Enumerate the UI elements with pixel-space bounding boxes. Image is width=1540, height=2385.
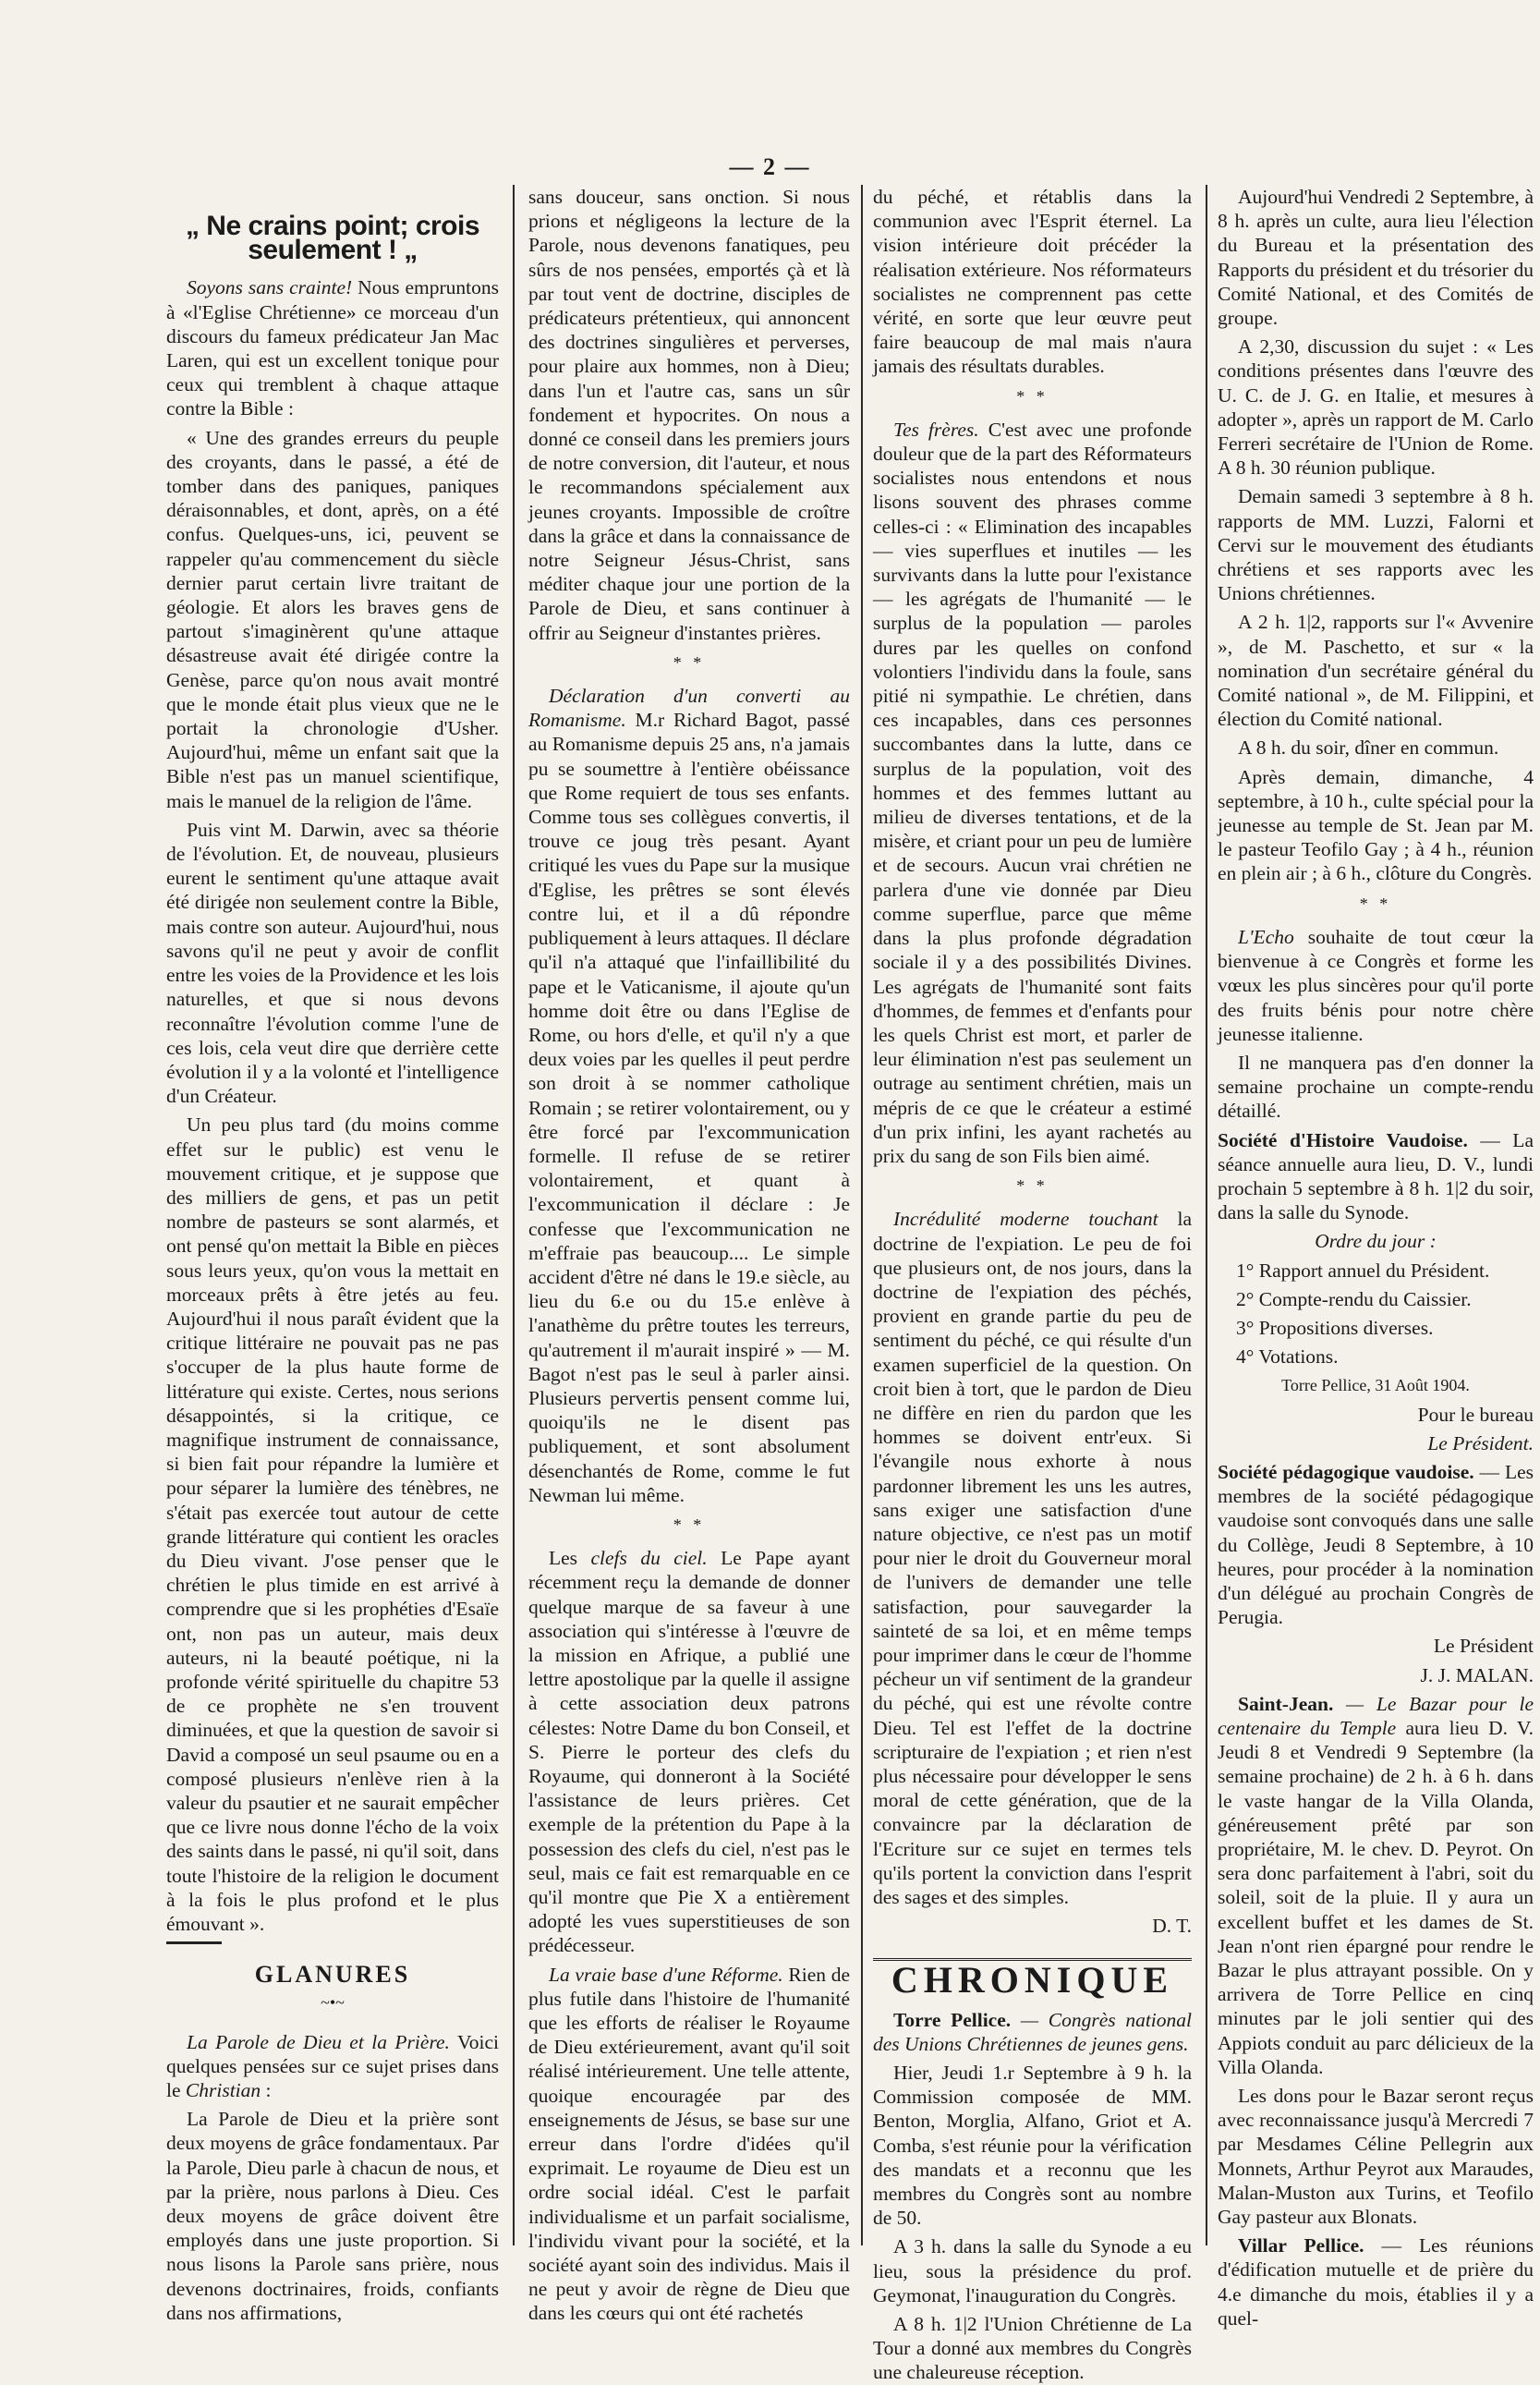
paragraph: Les clefs du ciel. Le Pape ayant récemment reçu la demande de donner quelque marque de sa faveur à une association qui s'intéresse à l'œuvre de la mission en Afrique, a publié une lettre apostolique par la quelle il assigne à cette association deux patrons célestes: Notre Dame du bon Conseil, et S. Pierre le porteur des clefs du Royaume, qui donneront à la Société l'assistance de leurs prières. Cet exemple de la prétention du Pape à la possession des clefs du ciel, n'est pas le seul, mais ce fait est remarquable en ce qu'il montre que Pie X a entièrement adopté les vues superstitieuses de son prédécesseur. [528,1547,851,1957]
column-rule [513,185,515,2245]
agenda-item: 1° Rapport annuel du Président. [1236,1259,1490,1282]
separator-stars: * * [1016,386,1049,406]
signature: D. T. [1152,1915,1192,1938]
column-2 [528,185,851,2325]
paragraph: Demain samedi 3 septembre à 8 h. rapports de MM. Luzzi, Falorni et Cervi sur le mouvement des étudiants chrétiens et ses rapports avec les Unions chrétiennes. [1218,485,1534,605]
paragraph: Puis vint M. Darwin, avec sa théorie de l'évolution. Et, de nouveau, plusieurs eurent le sentiment qu'une attaque avait été dirigée non seulement contre la Bible, mais contre son auteur. Aujourd'hui, nous savons qu'il ne peut y avoir de conflit entre les voies de la Providence et les lois naturelles, et que si nous devons reconnaître l'évolution comme l'une de ces lois, cela veut dire que derrière cette évolution il y a la volonté et l'intelligence d'un Créateur. [166,818,499,1108]
paragraph: Villar Pellice. — Les réunions d'édification mutuelle et de prière du 4.e dimanche du mois, établies il y a quel- [1218,2234,1534,2330]
paragraph: du péché, et rétablis dans la communion avec l'Esprit éternel. La vision intérieure doit précéder la réalisation extérieure. Nos réformateurs socialistes ne comprennent pas cette vérité, en sorte que leur œuvre peut faire beaucoup de mal mais n'aura jamais des résultats durables. [873,186,1192,378]
paragraph: A 3 h. dans la salle du Synode a eu lieu, sous la présidence du prof. Geymonat, l'inauguration du Congrès. [873,2235,1192,2306]
separator-stars: * * [1359,894,1392,913]
paragraph: Incrédulité moderne touchant la doctrine de l'expiation. Le peu de foi que plusieurs ont, de nos jours, dans la doctrine de l'expiation des péchés, provient en grande partie du peu de sentiment du péché, ce qui résulte d'un examen superficiel de la question. On croit bien à tort, que le pardon de Dieu ne diffère en rien du pardon que les hommes se doivent entr'eux. Si l'évangile nous exhorte à nous pardonner librement les uns les autres, sans exiger une satisfaction d'une nature objective, ce n'est pas un motif pour nier le droit du Gouverneur moral de l'univers de demander une telle satisfaction, pour sauvegarder la sainteté de sa loi, et en même temps pour imprimer dans le cœur de l'homme pécheur un vif sentiment de la grandeur du péché, qui est une révolte contre Dieu. Tel est l'effet de la doctrine scripturaire de l'expiation ; et rien n'est plus nécessaire pour développer le sens moral de cette génération, que de la convaincre par la déclaration de l'Ecriture sur ce sujet en termes tels qu'ils portent la conviction dans l'esprit des sages et des simples. [873,1208,1192,1909]
column-4 [1218,185,1534,2330]
signature: Pour le bureau [1417,1403,1534,1426]
signature: Le Président [1433,1635,1534,1658]
section-heading-glanures: GLANURES [254,1961,411,1989]
ornament: ~•~ [321,1993,345,2013]
agenda-item: 2° Compte-rendu du Caissier. [1236,1287,1472,1310]
column-rule [1206,185,1207,2245]
paragraph: La Parole de Dieu et la Prière. Voici quelques pensées sur ce sujet prises dans le Christian : [166,2030,499,2102]
paragraph: Tes frères. C'est avec une profonde douleur que de la part des Réformateurs socialistes nous entendons et nous lisons souvent des phrases comme celles-ci : « Elimination des incapables — vies superflues et inutiles — les survivants dans la lutte pour l'existance — les agrégats de l'humanité — le surplus de la population — paroles dures par les quelles on confond volontiers l'individu dans la foule, sans pitié ni sympathie. Le chrétien, dans ces incapables, dans ces personnes succombantes dans la lutte, dans ce surplus de la population, voit des hommes et des femmes luttant au milieu de diverses tentations, et de la misère, et criant pour un peu de lumière et de secours. Aucun vrai chrétien ne parlera d'une vie donnée par Dieu comme superflue, parce que même dans la plus profonde dégradation sociale il y a des possibilités Divines. Les agrégats de l'humanité sont faits d'hommes, de femmes et d'enfants pour les quels Christ est mort, et parler de leur élimination n'est pas seulement un outrage au sentiment chrétien, mais un mépris de ce que le créateur a estimé d'un prix infini, les ayant rachetés au prix du sang de son Fils bien aimé. [873,418,1192,1167]
signature: J. J. MALAN. [1420,1663,1534,1686]
paragraph: Société pédagogique vaudoise. — Les membres de la société pédagogique vaudoise sont convoqués dans une salle du Collège, Jeudi 8 Septembre, à 10 heures, pour procéder à la nomination d'un délégué au prochain Congrès de Perugia. [1218,1460,1534,1629]
paragraph: A 8 h. 1|2 l'Union Chrétienne de La Tour a donné aux membres du Congrès une chaleureuse réception. [873,2313,1192,2384]
dateline: Torre Pellice, 31 Août 1904. [1281,1376,1470,1395]
paragraph: Saint-Jean. — Le Bazar pour le centenaire du Temple aura lieu D. V. Jeudi 8 et Vendredi 9 Septembre (la semaine prochaine) de 2 h. à 6 h. dans le vaste hangar de la Villa Olanda, généreusement prêté par son propriétaire, M. le chev. D. Peyrot. On sera donc parfaitement à l'abri, soit du soleil, soit de la pluie. Il y aura un excellent buffet et les dames de St. Jean n'ont rien épargné pour rendre le Bazar le plus attrayant possible. On y arrivera de Torre Pellice en cinq minutes par le joli sentier qui des Appiots conduit au parc délicieux de la Villa Olanda. [1218,1692,1534,2078]
page-number: — 2 — [729,153,811,180]
paragraph: Les dons pour le Bazar seront reçus avec reconnaissance jusqu'à Mercredi 7 par Mesdames Céline Pellegrin aux Monnets, Arthur Peyrot aux Maraudes, Malan-Muston aux Turins, et Teofilo Gay pasteur aux Blonats. [1218,2085,1534,2229]
column-3 [873,185,1193,2384]
paragraph: Aujourd'hui Vendredi 2 Septembre, à 8 h. après un culte, aura lieu l'élection du Bureau et la présentation des Rapports du président et du trésorier du Comité National, et des Comités de groupe. [1218,186,1534,330]
paragraph: Un peu plus tard (du moins comme effet sur le public) est venu le mouvement critique, et je suppose que des milliers de gens, et pas un petit nombre de pasteurs se sont alarmés, et ont pensé qu'on mettait la Bible en pièces sous leurs yeux, qu'on vous la mettait en morceaux prêts à être jetés au feu. Aujourd'hui il nous paraît évident que la critique littéraire ne pouvait pas ne pas s'occuper de la plus haute forme de littérature qui existe. Certes, nous serions désappointés, si la critique, ce magnifique instrument de connaissance, si bien fait pour répandre la lumière et pour séparer la lumière des ténèbres, ne s'était pas exercée tout autour de cette grande littérature qui contient les oracles du Dieu vivant. J'ose penser que le chrétien le plus timide en est arrivé à comprendre que si les prophéties d'Esaïe ont, non pas un auteur, mais deux auteurs, ni la beauté poétique, ni la profonde vérité spirituelle du chapitre 53 de ce prophète ne s'en trouvent diminuées, et que la question de savoir si David a composé un seul psaume ou en a composé plusieurs n'enlève rien à la valeur du psautier et ne saurait empêcher que ce livre nous donne l'écho de la voix des saints dans le passé, ni qu'il soit, dans toute l'histoire de la religion le document à la fois le plus profond et le plus émouvant ». [166,1113,499,1936]
signature: Le Président. [1427,1431,1534,1454]
column-rule [861,185,863,2245]
section-heading-chronique: CHRONIQUE [873,1958,1192,1992]
agenda-item: 3° Propositions diverses. [1236,1316,1434,1339]
divider [166,1941,222,1944]
agenda-heading: Ordre du jour : [1315,1230,1437,1253]
separator-stars: * * [673,652,706,672]
separator-stars: * * [1016,1176,1049,1196]
article-title: „ Ne crains point; crois seulement ! „ [185,211,480,266]
paragraph: A 8 h. du soir, dîner en commun. [1238,736,1499,760]
paragraph: L'Echo souhaite de tout cœur la bienvenue à ce Congrès et forme les vœux les plus sincères pour qu'il porte des fruits bénis pour notre chère jeunesse italienne. [1218,925,1534,1045]
paragraph: Il ne manquera pas d'en donner la semaine prochaine un compte-rendu détaillé. [1218,1051,1534,1123]
agenda-item: 4° Votations. [1236,1345,1339,1369]
paragraph: sans douceur, sans onction. Si nous prions et négligeons la lecture de la Parole, nous devenons fanatiques, peu sûrs de nos pensées, emportés çà et là par tout vent de doctrine, disciples de prédicateurs prétentieux, qui annoncent des doctrines singulières et perverses, pour plaire aux hommes, non à Dieu; dans l'un et l'autre cas, sans un sûr fondement et hypocrites. On nous a donné ce conseil dans les premiers jours de notre conversion, dit l'auteur, et nous le recommandons spécialement aux jeunes croyants. Impossible de croître dans la grâce et dans la connaissance de notre Seigneur Jésus-Christ, sans méditer chaque jour une portion de la Parole de Dieu, et sans continuer à offrir au Seigneur d'instantes prières. [528,186,850,644]
paragraph: Société d'Histoire Vaudoise. — La séance annuelle aura lieu, D. V., lundi prochain 5 septembre à 8 h. 1|2 du soir, dans la salle du Synode. [1218,1128,1534,1224]
column-1 [166,185,499,2324]
paragraph: A 2 h. 1|2, rapports sur l'« Avvenire », de M. Paschetto, et sur « la nomination d'un secrétaire général du Comité national », de M. Filippini, et élection du Comité national. [1218,611,1534,731]
paragraph: La Parole de Dieu et la prière sont deux moyens de grâce fondamentaux. Par la Parole, Dieu parle à chacun de nous, et par la prière, nous parlons à Dieu. Ces deux moyens de grâce doivent être employés dans une juste proportion. Si nous lisons la Parole sans prière, nous devenons doctrinaires, froids, confiants dans nos affirmations, [166,2108,499,2324]
paragraph: La vraie base d'une Réforme. Rien de plus futile dans l'histoire de l'humanité que les efforts de réaliser le Royaume de Dieu extérieurement, avant qu'il soit réalisé intérieurement. Une telle attente, quoique encouragée par des enseignements de Jésus, se base sur une erreur dans l'ordre d'idées qu'il exprimait. Le royaume de Dieu est un ordre social idéal. C'est le parfait individualisme et un parfait socialisme, l'individu vivant pour la société, et la société ayant soin des individus. Mais il ne peut y avoir de règne de Dieu que dans les cœurs qui ont été rachetés [528,1963,850,2325]
paragraph: Torre Pellice. — Congrès national des Unions Chrétiennes de jeunes gens. [873,2008,1193,2055]
paragraph: Après demain, dimanche, 4 septembre, à 10 h., culte spécial pour la jeunesse au temple de St. Jean par M. le pasteur Teofilo Gay ; à 4 h., réunion en plein air ; à 6 h., clôture du Congrès. [1218,765,1534,885]
paragraph: Soyons sans crainte! Nous empruntons à «l'Eglise Chrétienne» ce morceau d'un discours du fameux prédicateur Jan Mac Laren, qui est un excellent tonique pour ceux qui tremblent à chaque attaque contre la Bible : [166,276,499,420]
paragraph: « Une des grandes erreurs du peuple des croyants, dans le passé, a été de tomber dans des paniques, paniques déraisonnables, et dont, après, on a été confus. Quelques-uns, ici, peuvent se rappeler qu'au commencement du siècle dernier parut certain livre traitant de géologie. Et alors les braves gens de partout s'imaginèrent qu'une attaque désastreuse avait été dirigée contre la Genèse, parce qu'on nous avait montré que le monde était plus vieux que ne le portait la chronologie d'Usher. Aujourd'hui, même un enfant sait que la Bible n'est pas un manuel scientifique, mais le manuel de la religion de l'âme. [166,426,499,812]
separator-stars: * * [673,1515,706,1534]
paragraph: Hier, Jeudi 1.r Septembre à 9 h. la Commission composée de MM. Benton, Morglia, Alfano, Griot et A. Comba, s'est réunie pour la vérification des mandats et a reconnu que les membres du Congrès sont au nombre de 50. [873,2062,1192,2230]
paragraph: A 2,30, discussion du sujet : « Les conditions présentes dans l'œuvre des U. C. de J. G. en Italie, et mesures à adopter », après un rapport de M. Carlo Ferreri secrétaire de l'Union de Rome. A 8 h. 30 réunion publique. [1218,335,1534,480]
paragraph: Déclaration d'un converti au Romanisme. M.r Richard Bagot, passé au Romanisme depuis 25 ans, n'a jamais pu se soumettre à l'entière obéissance que Rome requiert de tous ses enfants. Comme tous ses collègues convertis, il trouve ce joug très pesant. Ayant critiqué les vues du Pape sur la musique d'Eglise, les prêtres se sont élevés contre lui, et il a dû répondre publiquement à leurs attaques. Il déclare qu'il n'a attaqué que l'infaillibilité du pape et le Vaticanisme, il ajoute qu'un homme doit être ou dans l'Eglise de Rome, ou hors d'elle, et qu'il n'y a que deux voies par les quelles il peut perdre son droit à se nommer catholique Romain ; se retirer volontairement, ou y être forcé par l'excommunication formelle. Il refuse de se retirer volontairement, et quant à l'excommunication il déclare : Je confesse que l'excommunication ne m'effraie pas beaucoup.... Le simple accident d'être né dans le 19.e siècle, au lieu du 6.e ou du 15.e enlève à l'anathème du prêtre toutes les terreurs, qu'autrement il m'aurait inspiré » — M. Bagot n'est pas le seul à parler ainsi. Plusieurs pervertis pensent comme lui, quoiqu'ils ne le disent pas publiquement, et sont absolument désenchantés de Rome, comme le fut Newman lui même. [528,685,850,1506]
